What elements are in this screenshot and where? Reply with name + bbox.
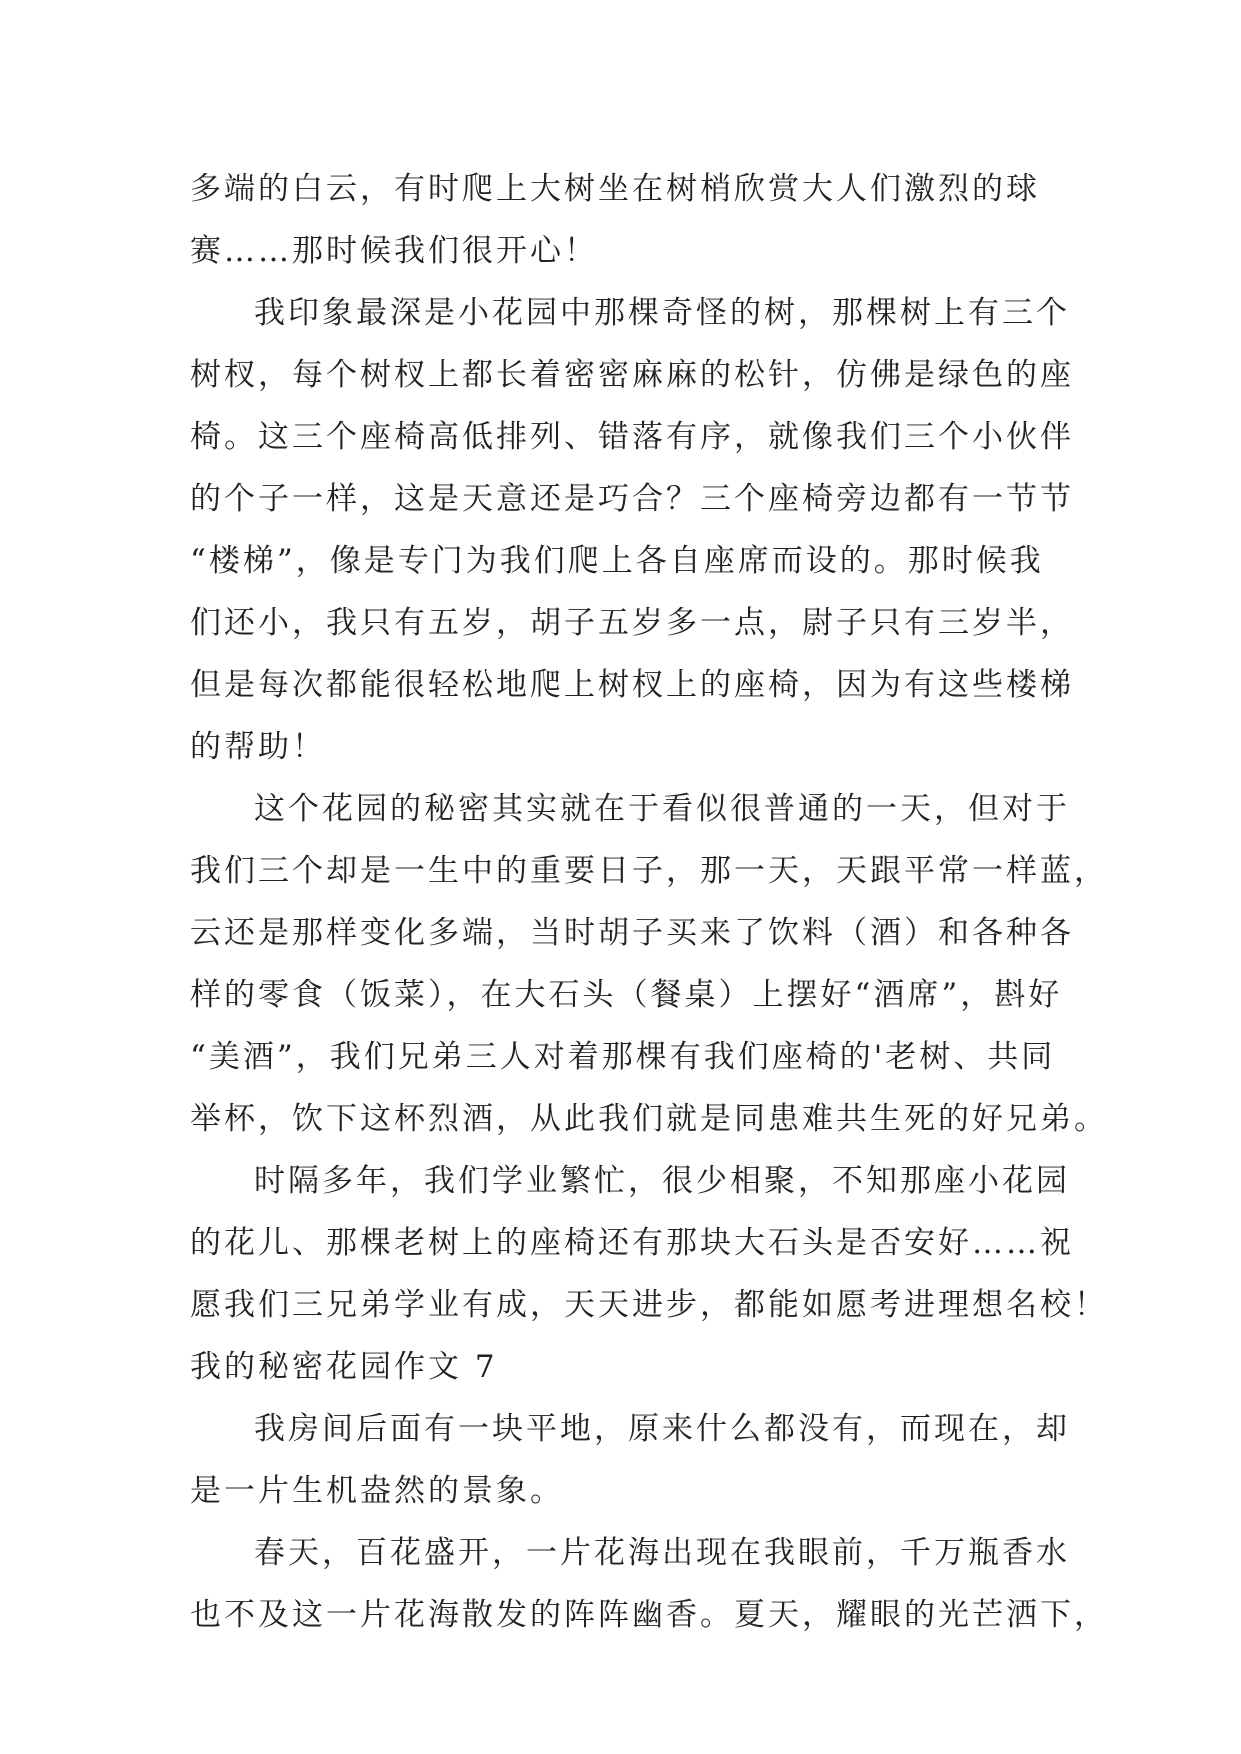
text-line: 树杈，每个树杈上都长着密密麻麻的松针，仿佛是绿色的座	[190, 357, 1074, 393]
text-line: 的帮助！	[190, 729, 326, 765]
text-line: 的个子一样，这是天意还是巧合？三个座椅旁边都有一节节	[190, 481, 1074, 517]
text-line: 是一片生机盎然的景象。	[190, 1473, 564, 1509]
paragraph-start-line: 我房间后面有一块平地，原来什么都没有，而现在，却	[254, 1411, 1070, 1447]
text-line: “楼梯”，像是专门为我们爬上各自座席而设的。那时候我	[190, 543, 1044, 579]
paragraph-start-line: 我印象最深是小花园中那棵奇怪的树，那棵树上有三个	[254, 295, 1070, 331]
text-line: 云还是那样变化多端，当时胡子买来了饮料（酒）和各种各	[190, 915, 1074, 951]
text-line: 椅。这三个座椅高低排列、错落有序，就像我们三个小伙伴	[190, 419, 1074, 455]
text-line: 也不及这一片花海散发的阵阵幽香。夏天，耀眼的光芒洒下，	[190, 1597, 1108, 1633]
text-line: 样的零食（饭菜），在大石头（餐桌）上摆好“酒席”，斟好	[190, 977, 1063, 1013]
paragraph-start-line: 时隔多年，我们学业繁忙，很少相聚，不知那座小花园	[254, 1163, 1070, 1199]
paragraph-start-line: 春天，百花盛开，一片花海出现在我眼前，千万瓶香水	[254, 1535, 1070, 1571]
text-line: “美酒”，我们兄弟三人对着那棵有我们座椅的'老树、共同	[190, 1039, 1056, 1075]
text-line: 们还小，我只有五岁，胡子五岁多一点，尉子只有三岁半，	[190, 605, 1074, 641]
text-line: 愿我们三兄弟学业有成，天天进步，都能如愿考进理想名校！	[190, 1287, 1108, 1323]
text-line: 但是每次都能很轻松地爬上树杈上的座椅，因为有这些楼梯	[190, 667, 1074, 703]
text-line: 赛……那时候我们很开心！	[190, 233, 598, 269]
text-line: 多端的白云，有时爬上大树坐在树梢欣赏大人们激烈的球	[190, 171, 1040, 207]
paragraph-start-line: 这个花园的秘密其实就在于看似很普通的一天，但对于	[254, 791, 1070, 827]
text-line: 的花儿、那棵老树上的座椅还有那块大石头是否安好……祝	[190, 1225, 1074, 1261]
section-heading: 我的秘密花园作文 7	[190, 1349, 498, 1385]
text-line: 举杯，饮下这杯烈酒，从此我们就是同患难共生死的好兄弟。	[190, 1101, 1108, 1137]
article-body	[190, 158, 1108, 1646]
text-line: 我们三个却是一生中的重要日子，那一天，天跟平常一样蓝，	[190, 853, 1108, 889]
